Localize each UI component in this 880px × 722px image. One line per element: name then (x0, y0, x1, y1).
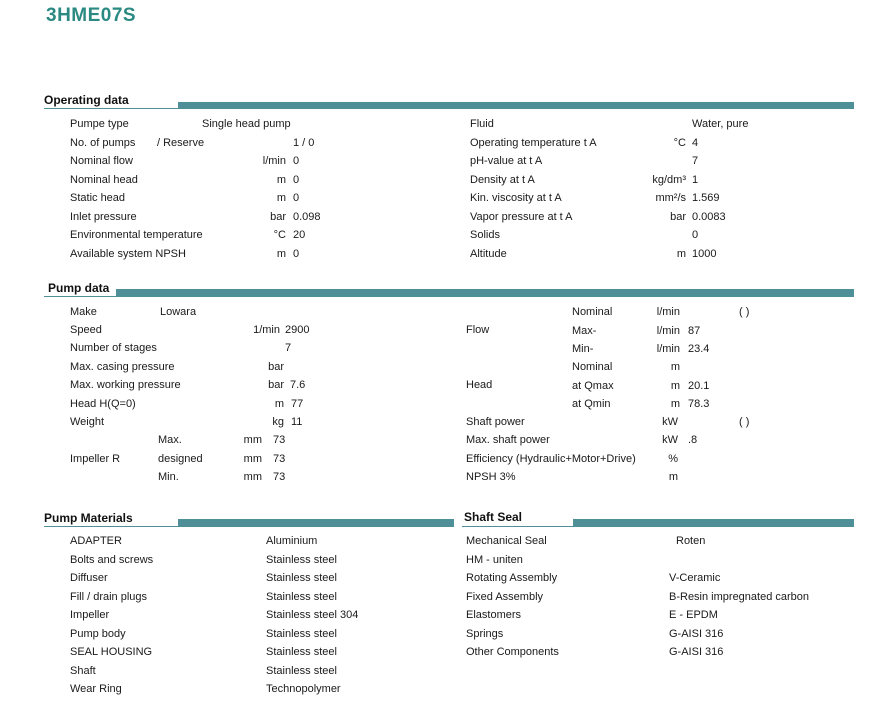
operating-value: 0 (293, 247, 300, 260)
material-value: Stainless steel (266, 627, 337, 640)
operating-bar (178, 102, 854, 109)
flow-row-unit: l/min (656, 324, 680, 337)
material-value: Stainless steel (266, 553, 337, 566)
operating-label: Operating temperature t A (470, 136, 597, 149)
operating-label: Altitude (470, 247, 507, 260)
max-shaft-power-value: .8 (688, 434, 698, 446)
operating-value: 1 / 0 (293, 136, 315, 149)
head-q0-unit: m (274, 398, 284, 410)
npsh3-label: NPSH 3% (466, 471, 516, 483)
head-row-value: 78.3 (688, 398, 710, 410)
shaft-seal-heading: Shaft Seal (464, 510, 523, 524)
operating-label: Nominal flow (70, 155, 133, 167)
shaft-power-extra: ( ) (739, 416, 750, 428)
operating-label: Vapor pressure at t A (470, 210, 573, 223)
operating-unit: bar (270, 210, 286, 223)
impeller-row-unit: mm (243, 434, 262, 446)
material-part: Shaft (70, 664, 96, 677)
working-pressure-unit: bar (268, 379, 284, 391)
operating-unit: bar (670, 210, 686, 223)
operating-unit: l/min (262, 155, 286, 167)
operating-value: 0 (293, 155, 300, 167)
seal-part: Other Components (466, 646, 559, 658)
head-row-label: at Qmax (572, 379, 614, 392)
operating-label: Nominal head (70, 173, 138, 186)
operating-value: 1 (692, 173, 699, 186)
operating-unit: m (276, 192, 286, 204)
operating-value: 0 (293, 173, 300, 186)
head-q0-value: 77 (291, 398, 304, 410)
materials-divider (44, 526, 454, 527)
impeller-row-value: 73 (273, 434, 286, 446)
operating-unit: mm²/s (655, 192, 686, 204)
head-row-unit: m (670, 361, 680, 373)
material-part: Fill / drain plugs (70, 590, 148, 603)
pump-materials-heading: Pump Materials (44, 511, 133, 525)
operating-value: 0.0083 (692, 210, 726, 223)
flow-row-extra: ( ) (739, 306, 750, 318)
head-row-value: 20.1 (688, 379, 710, 392)
impeller-label: Impeller R (70, 453, 121, 465)
material-value: Stainless steel (266, 572, 337, 584)
stages-value: 7 (285, 342, 292, 354)
head-label: Head (466, 379, 493, 391)
operating-label: Inlet pressure (70, 210, 137, 223)
seal-value: Roten (676, 535, 706, 547)
seal-value: B-Resin impregnated carbon (669, 590, 810, 603)
operating-label: Pumpe type (70, 118, 129, 130)
seal-part: Mechanical Seal (466, 535, 547, 547)
seal-part: Rotating Assembly (466, 572, 558, 584)
document-title: 3HME07S (46, 5, 137, 26)
operating-unit: m (276, 173, 286, 186)
impeller-row-label: Min. (158, 471, 179, 483)
make-label: Make (70, 306, 97, 318)
impeller-row-unit: mm (243, 471, 262, 483)
operating-value: 0 (692, 229, 699, 241)
seal-bar (573, 519, 854, 526)
seal-divider (462, 526, 854, 527)
operating-value: 0 (293, 192, 300, 204)
head-row-label: Nominal (572, 361, 613, 373)
max-shaft-power-label: Max. shaft power (466, 434, 550, 446)
material-part: Bolts and screws (70, 553, 154, 566)
casing-pressure-unit: bar (268, 361, 284, 373)
operating-label: No. of pumps (70, 136, 136, 149)
make-value: Lowara (160, 306, 197, 318)
head-row-unit: m (670, 398, 680, 410)
flow-label: Flow (466, 324, 490, 336)
operating-label: Static head (70, 192, 126, 204)
pump-bar (116, 289, 854, 296)
pump-divider (44, 296, 854, 297)
head-row-unit: m (670, 379, 680, 392)
impeller-row-unit: mm (243, 452, 262, 465)
weight-label: Weight (70, 416, 105, 428)
operating-label: pH-value at t A (470, 155, 543, 167)
impeller-row-value: 73 (273, 471, 286, 483)
working-pressure-label: Max. working pressure (70, 379, 181, 391)
seal-value: E - EPDM (669, 609, 718, 621)
flow-row-label: Min- (572, 343, 594, 355)
material-part: ADAPTER (70, 535, 122, 547)
impeller-row-value: 73 (273, 452, 286, 465)
head-q0-label: Head H(Q=0) (70, 398, 136, 410)
flow-row-label: Max- (572, 324, 597, 337)
impeller-row-label: Max. (158, 434, 182, 446)
material-value: Aluminium (266, 535, 318, 547)
efficiency-label: Efficiency (Hydraulic+Motor+Drive) (466, 453, 636, 465)
seal-part: Springs (466, 627, 504, 640)
operating-value: 1.569 (692, 192, 720, 204)
seal-part: Fixed Assembly (466, 590, 544, 603)
operating-unit: m (676, 247, 686, 260)
operating-unit: kg/dm³ (652, 173, 686, 186)
operating-unit: °C (673, 136, 686, 149)
operating-label: Density at t A (470, 173, 535, 186)
flow-row-value: 87 (688, 324, 701, 337)
material-value: Stainless steel 304 (266, 609, 359, 621)
flow-row-value: 23.4 (688, 343, 710, 355)
weight-value: 11 (291, 416, 303, 428)
flow-row-unit: l/min (656, 343, 680, 355)
head-row-label: at Qmin (572, 398, 611, 410)
speed-unit: 1/min (253, 324, 280, 336)
efficiency-unit: % (668, 453, 678, 465)
material-part: SEAL HOUSING (70, 646, 153, 658)
operating-label-extra: / Reserve (157, 136, 205, 149)
shaft-power-unit: kW (662, 416, 678, 428)
speed-value: 2900 (285, 324, 310, 336)
seal-part: HM - uniten (466, 553, 523, 566)
operating-label: Solids (470, 229, 500, 241)
seal-value: V-Ceramic (669, 572, 721, 584)
impeller-row-label: designed (158, 452, 203, 465)
material-value: Technopolymer (266, 683, 341, 695)
material-part: Wear Ring (70, 683, 122, 695)
operating-value: 7 (692, 155, 699, 167)
operating-value: Single head pump (202, 118, 291, 130)
operating-value: 20 (293, 229, 306, 241)
material-part: Impeller (70, 609, 110, 621)
operating-label: Fluid (470, 118, 494, 130)
max-shaft-power-unit: kW (662, 434, 678, 446)
operating-value: 4 (692, 136, 699, 149)
seal-value: G-AISI 316 (669, 646, 724, 658)
flow-row-unit: l/min (656, 306, 680, 318)
working-pressure-value: 7.6 (290, 379, 306, 391)
npsh3-unit: m (668, 471, 678, 483)
material-value: Stainless steel (266, 590, 337, 603)
operating-unit: m (276, 247, 286, 260)
speed-label: Speed (70, 324, 102, 336)
materials-bar (178, 519, 454, 526)
operating-value: Water, pure (692, 118, 749, 130)
shaft-power-label: Shaft power (466, 416, 525, 428)
material-value: Stainless steel (266, 664, 337, 677)
operating-data-heading: Operating data (44, 93, 129, 107)
material-value: Stainless steel (266, 646, 337, 658)
material-part: Diffuser (70, 572, 108, 584)
operating-label: Available system NPSH (70, 247, 186, 260)
operating-value: 1000 (692, 247, 717, 260)
flow-row-label: Nominal (572, 306, 613, 318)
casing-pressure-label: Max. casing pressure (70, 361, 175, 373)
seal-part: Elastomers (466, 609, 522, 621)
operating-label: Kin. viscosity at t A (470, 192, 562, 204)
material-part: Pump body (70, 627, 126, 640)
weight-unit: kg (272, 416, 284, 428)
operating-label: Environmental temperature (70, 229, 203, 241)
operating-unit: °C (273, 229, 286, 241)
pump-data-heading: Pump data (48, 281, 110, 295)
seal-value: G-AISI 316 (669, 627, 724, 640)
operating-value: 0.098 (293, 210, 321, 223)
stages-label: Number of stages (70, 342, 157, 354)
